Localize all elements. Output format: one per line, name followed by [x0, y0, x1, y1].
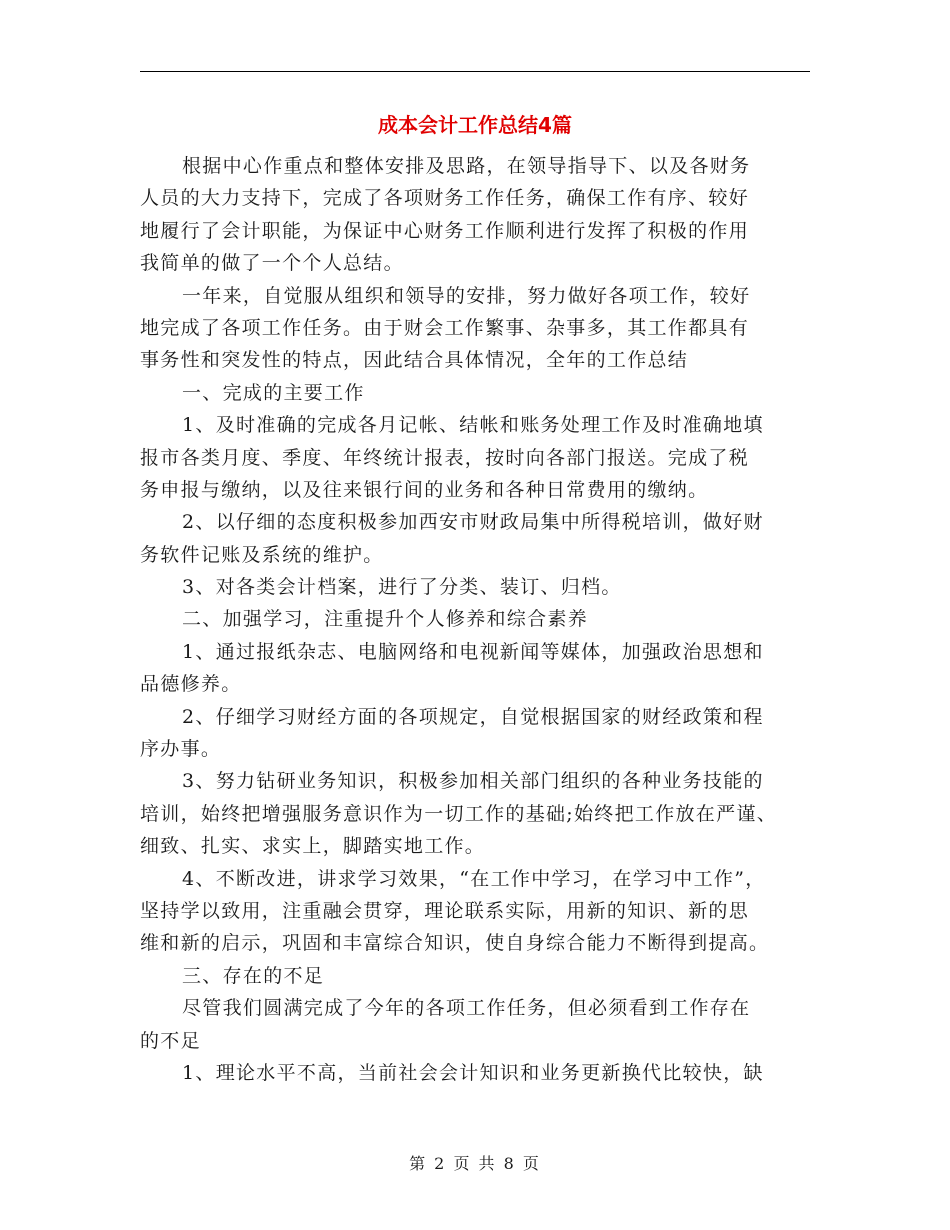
- text-line: 事务性和突发性的特点，因此结合具体情况，全年的工作总结: [140, 349, 689, 372]
- text-line: 3、努力钻研业务知识，积极参加相关部门组织的各种业务技能的: [182, 770, 764, 793]
- text-line: 一、完成的主要工作: [182, 381, 365, 404]
- document-body: [140, 150, 810, 1089]
- text-line: 一年来，自觉服从组织和领导的安排，努力做好各项工作，较好: [182, 284, 751, 307]
- text-line: 地完成了各项工作任务。由于财会工作繁事、杂事多，其工作都具有: [140, 316, 750, 339]
- text-line: 务申报与缴纳，以及往来银行间的业务和各种日常费用的缴纳。: [140, 478, 709, 501]
- text-line: 的不足: [140, 1029, 201, 1052]
- text-line: 报市各类月度、季度、年终统计报表，按时向各部门报送。完成了税: [140, 446, 750, 469]
- text-line: 2、仔细学习财经方面的各项规定，自觉根据国家的财经政策和程: [182, 705, 764, 728]
- text-line: 我简单的做了一个个人总结。: [140, 252, 404, 275]
- text-line: 3、对各类会计档案，进行了分类、装订、归档。: [182, 576, 622, 599]
- text-line: 维和新的启示，巩固和丰富综合知识，使自身综合能力不断得到提高。: [140, 932, 770, 955]
- page-number: 第 2 页 共 8 页: [409, 1154, 541, 1173]
- text-line: 尽管我们圆满完成了今年的各项工作任务，但必须看到工作存在: [182, 997, 751, 1020]
- text-line: 务软件记账及系统的维护。: [140, 543, 384, 566]
- text-line: 三、存在的不足: [182, 964, 325, 987]
- text-line: 人员的大力支持下，完成了各项财务工作任务，确保工作有序、较好: [140, 187, 750, 210]
- text-line: 细致、扎实、求实上，脚踏实地工作。: [140, 835, 486, 858]
- text-line: 二、加强学习，注重提升个人修养和综合素养: [182, 608, 589, 631]
- text-line: 1、理论水平不高，当前社会会计知识和业务更新换代比较快，缺: [182, 1061, 764, 1084]
- text-line: 根据中心作重点和整体安排及思路，在领导指导下、以及各财务: [182, 155, 751, 177]
- text-line: 培训，始终把增强服务意识作为一切工作的基础;始终把工作放在严谨、: [140, 802, 778, 825]
- document-title: 成本会计工作总结4篇: [378, 113, 572, 137]
- header-rule: [140, 71, 810, 72]
- text-line: 坚持学以致用，注重融会贯穿，理论联系实际，用新的知识、新的思: [140, 899, 750, 922]
- text-line: 序办事。: [140, 738, 222, 761]
- text-line: 1、及时准确的完成各月记帐、结帐和账务处理工作及时准确地填: [182, 414, 764, 437]
- text-line: 2、以仔细的态度积极参加西安市财政局集中所得税培训，做好财: [182, 511, 764, 534]
- text-line: 1、通过报纸杂志、电脑网络和电视新闻等媒体，加强政治思想和: [182, 640, 764, 663]
- text-line: 4、不断改进，讲求学习效果，“在工作中学习，在学习中工作”，: [182, 867, 766, 890]
- text-line: 品德修养。: [140, 673, 242, 696]
- text-line: 地履行了会计职能，为保证中心财务工作顺利进行发挥了积极的作用: [140, 219, 750, 242]
